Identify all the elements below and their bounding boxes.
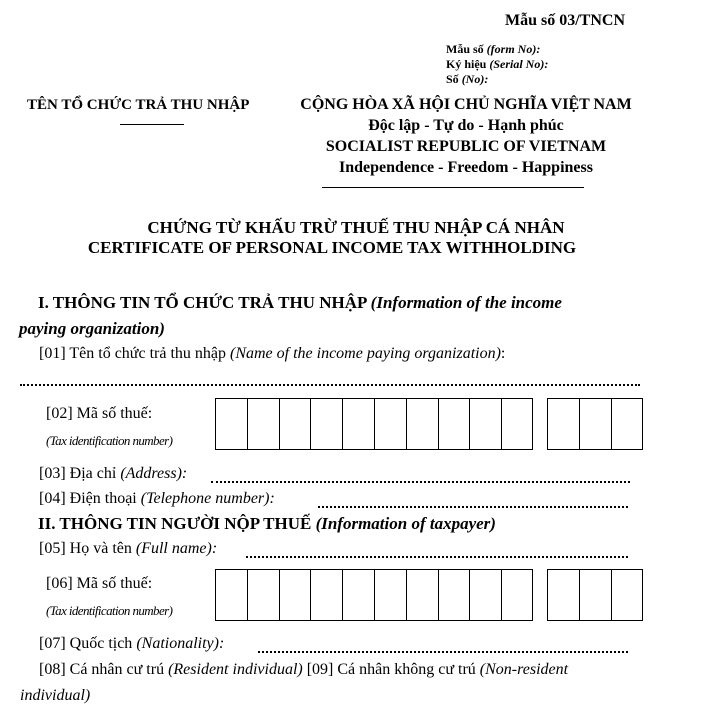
serial-line [446,57,548,72]
motto-vn: Độc lập - Tự do - Hạnh phúc [368,117,564,134]
f08-en: (Resident individual) [168,661,303,678]
f07-input-line[interactable] [258,651,628,653]
f06-tax-id-boxes-suffix[interactable] [547,569,643,621]
serial-en: (Serial No): [489,57,549,71]
f05-en: (Full name): [135,540,218,557]
section1-heading-vn: I. THÔNG TIN TỔ CHỨC TRẢ THU NHẬP [38,293,367,312]
f07-label: [07] Quốc tịch [39,635,133,652]
f02-en: (Tax identification number) [46,433,173,448]
title-vn: CHỨNG TỪ KHẤU TRỪ THUẾ THU NHẬP CÁ NHÂN [147,218,565,237]
tax-id-cell[interactable] [216,570,248,620]
motto-en: Independence - Freedom - Happiness [339,159,593,176]
serial-label: Ký hiệu [446,57,487,71]
no-label: Số [446,72,459,86]
tax-id-cell[interactable] [502,570,532,620]
f09-en-2: individual) [20,687,91,704]
org-name-label: TÊN TỔ CHỨC TRẢ THU NHẬP [27,97,250,113]
f09-en-1: (Non-resident [479,661,569,678]
field-08-09 [39,661,568,679]
form-no-label: Mẫu số [446,42,484,56]
f02-tax-id-boxes-main[interactable] [215,398,533,450]
field-07 [39,635,224,653]
f02-label: [02] Mã số thuế: [46,405,153,422]
tax-id-cell[interactable] [612,570,642,620]
field-03 [39,465,187,483]
tax-id-cell[interactable] [375,399,407,449]
form-no-en: (form No): [486,42,541,56]
f03-en: (Address): [120,465,188,482]
country-vn: CỘNG HÒA XÃ HỘI CHỦ NGHĨA VIỆT NAM [300,96,632,113]
country-en: SOCIALIST REPUBLIC OF VIETNAM [325,138,607,155]
no-en: (No): [461,72,489,86]
section2-heading-en: (Information of taxpayer) [315,514,496,533]
f05-input-line[interactable] [246,556,628,558]
tax-id-cell[interactable] [612,399,642,449]
no-line [446,72,488,87]
motto-underline [322,187,584,188]
field-04 [39,490,275,508]
f06-tax-id-boxes-main[interactable] [215,569,533,621]
section1-heading [38,293,562,313]
title-en: CERTIFICATE OF PERSONAL INCOME TAX WITHHOLDING [87,238,577,257]
tax-id-cell[interactable] [216,399,248,449]
tax-id-cell[interactable] [343,399,375,449]
f09-label: [09] Cá nhân không cư trú [306,661,476,678]
tax-id-cell[interactable] [439,399,471,449]
tax-id-cell[interactable] [248,399,280,449]
f01-colon: : [500,345,506,362]
tax-id-cell[interactable] [470,570,502,620]
tax-id-cell[interactable] [311,399,343,449]
tax-id-cell[interactable] [311,570,343,620]
f08-label: [08] Cá nhân cư trú [39,661,165,678]
f03-input-line[interactable] [211,481,630,483]
tax-id-cell[interactable] [548,399,580,449]
f01-en: (Name of the income paying organization) [229,345,501,362]
form-no-line [446,42,540,57]
f04-label: [04] Điện thoại [39,490,137,507]
tax-id-cell[interactable] [548,570,580,620]
field-01 [39,345,505,363]
tax-id-cell[interactable] [439,570,471,620]
tax-id-cell[interactable] [580,570,612,620]
f02-tax-id-boxes-suffix[interactable] [547,398,643,450]
form-code: Mẫu số 03/TNCN [505,12,626,29]
tax-id-cell[interactable] [470,399,502,449]
tax-id-cell[interactable] [280,570,312,620]
f01-label: [01] Tên tổ chức trả thu nhập [39,345,226,362]
f04-input-line[interactable] [318,506,628,508]
f06-label: [06] Mã số thuế: [46,575,153,592]
tax-id-cell[interactable] [407,570,439,620]
section1-heading-en-1: (Information of the income [370,293,562,312]
f04-en: (Telephone number): [140,490,275,507]
org-name-underline [120,124,184,125]
section1-heading-en-2: paying organization) [19,319,165,338]
tax-id-cell[interactable] [580,399,612,449]
tax-id-cell[interactable] [343,570,375,620]
tax-id-cell[interactable] [407,399,439,449]
tax-id-cell[interactable] [502,399,532,449]
section2-heading-vn: II. THÔNG TIN NGƯỜI NỘP THUẾ [38,514,312,533]
field-05 [39,540,217,558]
f06-en: (Tax identification number) [46,603,173,618]
tax-id-cell[interactable] [280,399,312,449]
f07-en: (Nationality): [136,635,225,652]
f03-label: [03] Địa chỉ [39,465,117,482]
f05-label: [05] Họ và tên [39,540,132,557]
tax-id-cell[interactable] [248,570,280,620]
tax-id-cell[interactable] [375,570,407,620]
section2-heading [38,514,496,534]
f01-input-line[interactable] [20,384,640,386]
